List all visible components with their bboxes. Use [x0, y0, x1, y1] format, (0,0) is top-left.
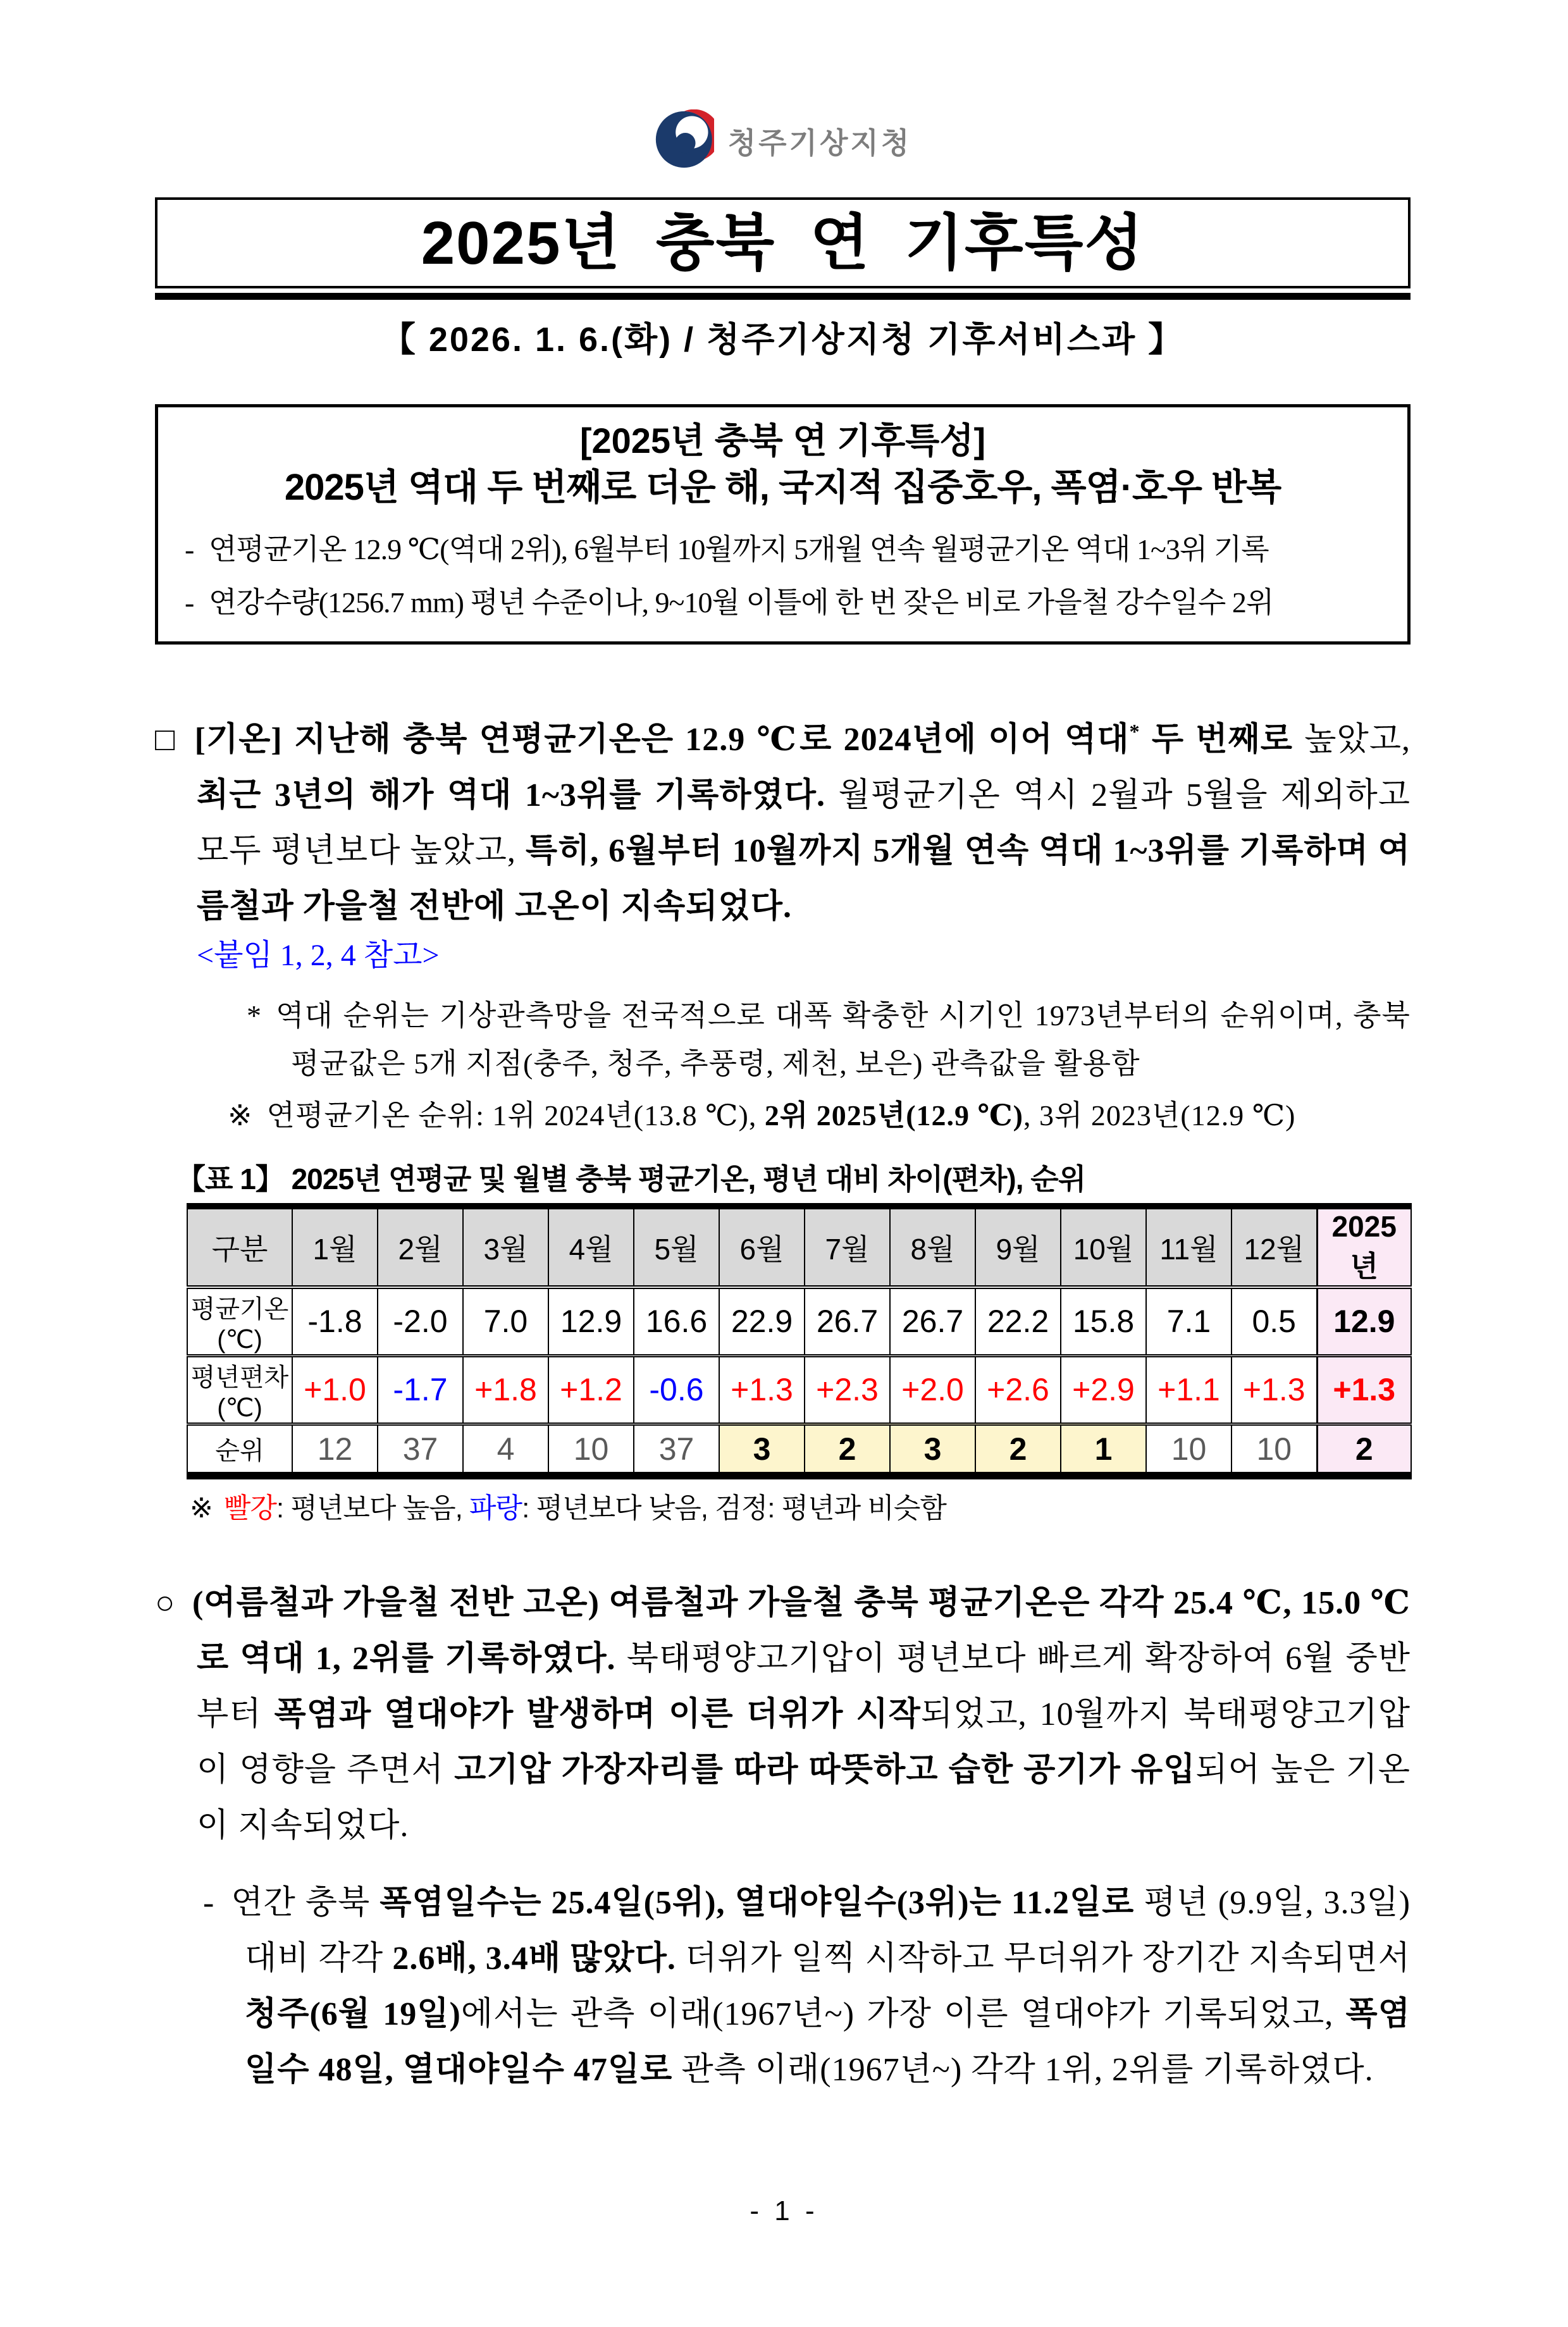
gov-emblem-icon [654, 109, 714, 173]
table-cell-year-total: +1.3 [1317, 1355, 1411, 1424]
reference-mark: ※ [190, 1493, 213, 1524]
summary-bullet-list [180, 528, 1386, 625]
table-header-cell: 8월 [890, 1206, 975, 1287]
table-cell: 10 [1232, 1424, 1317, 1476]
table-cell: -1.7 [378, 1355, 463, 1424]
table-row [187, 1355, 1411, 1424]
table-row [187, 1424, 1411, 1476]
row-label: 평년편차(℃) [187, 1355, 292, 1424]
table-cell: +2.6 [975, 1355, 1061, 1424]
bullet-dash-marker: - [185, 586, 194, 619]
table-header-cell: 11월 [1146, 1206, 1232, 1287]
text-segment: 폭염일수는 25.4일(5위), 열대야일수(3위)는 11.2일로 [380, 1885, 1135, 1922]
table-cell: 15.8 [1061, 1287, 1146, 1356]
page-title: 2025년 충북 연 기후특성 [421, 209, 1145, 277]
table-cell: +1.3 [719, 1355, 805, 1424]
square-marker: □ [155, 721, 178, 758]
table-header-cell: 7월 [805, 1206, 890, 1287]
footnote-rank-basis [247, 992, 1411, 1088]
text-segment: , 3위 2023년(12.9 ℃) [1023, 1099, 1296, 1132]
text-segment: 최근 3년의 해가 역대 1~3위를 기록하였다. [197, 777, 839, 813]
table-caption: 【표 1】 2025년 연평균 및 월별 충북 평균기온, 평년 대비 차이(편차), 순위 [176, 1162, 1086, 1195]
table-header-cell: 4월 [548, 1206, 634, 1287]
agency-logo-block [155, 111, 1411, 171]
text-segment: 빨강 [223, 1493, 276, 1524]
text-segment: 폭염과 열대야가 발생하며 이른 더위가 시작 [274, 1696, 921, 1733]
table-header-cell: 5월 [634, 1206, 719, 1287]
table-cell-year-total: 2 [1317, 1424, 1411, 1476]
text-segment: 여름철과 가을철 충북 평균기온은 각각 25.4 ℃, 15.0 ℃로 역대 1, 2위를 기록하였다. [197, 1585, 1411, 1677]
document-page [0, 111, 1568, 2327]
table-cell: +2.9 [1061, 1355, 1146, 1424]
row-label: 평균기온(℃) [187, 1287, 292, 1356]
table-cell: +1.8 [463, 1355, 548, 1424]
table-cell: 22.2 [975, 1287, 1061, 1356]
text-segment: 지난해 충북 연평균기온은 12.9 ℃로 2024년에 이어 역대 [294, 721, 1130, 758]
text-segment: 북태평양고기압이 평년보다 빠르게 확장하여 6월 중반부터 [197, 1641, 1411, 1733]
table-cell: +1.1 [1146, 1355, 1232, 1424]
text-segment: 에서는 관측 이래(1967년~) 가장 이른 열대야가 기록되었고, [460, 1996, 1346, 2033]
table-header-cell: 9월 [975, 1206, 1061, 1287]
table-cell: 12.9 [548, 1287, 634, 1356]
text-segment: 평년 (9.9일, 3.3일) 대비 각각 [245, 1885, 1411, 1977]
table-cell: +2.3 [805, 1355, 890, 1424]
page-number: - 1 - [750, 2195, 818, 2226]
table-cell: +1.3 [1232, 1355, 1317, 1424]
text-segment: 특히, 6월부터 10월까지 5개월 연속 역대 1~3위를 기록하며 여름철과 가을철 전반에 고온이 지속되었다. [197, 832, 1411, 925]
table-header-cell: 12월 [1232, 1206, 1317, 1287]
date-line: 【 2026. 1. 6.(화) / 청주기상지청 기후서비스과 】 [381, 320, 1185, 359]
text-segment: 연간 충북 [231, 1885, 380, 1922]
table-cell: 3 [890, 1424, 975, 1476]
text-segment: 폭염일수 48일, 열대야일수 47일로 [245, 1996, 1411, 2089]
summary-headline: 2025년 역대 두 번째로 더운 해, 국지적 집중호우, 폭염·호우 반복 [284, 466, 1281, 508]
paragraph-temperature [155, 704, 1411, 935]
table-cell: 12 [292, 1424, 378, 1476]
text-segment: 파랑 [469, 1493, 522, 1524]
paragraph-summer-autumn [155, 1576, 1411, 1854]
summary-bullet [180, 581, 1386, 625]
table-body [187, 1287, 1411, 1476]
table-cell: +1.0 [292, 1355, 378, 1424]
table-cell: +1.2 [548, 1355, 634, 1424]
color-legend [190, 1491, 1411, 1526]
table-cell: 2 [975, 1424, 1061, 1476]
table-head [187, 1206, 1411, 1287]
summary-subtitle: [2025년 충북 연 기후특성] [579, 420, 986, 460]
text-segment: 고기압 가장자리를 따라 따뜻하고 습한 공기가 유입 [454, 1752, 1196, 1789]
dash-marker: - [203, 1885, 215, 1922]
agency-name: 청주기상지청 [727, 126, 912, 159]
bullet-dash-marker: - [185, 533, 194, 565]
table-cell: 26.7 [890, 1287, 975, 1356]
text-segment: 관측 이래(1967년~) 각각 1위, 2위를 기록하였다. [672, 2052, 1374, 2089]
footnote-rank-basis-text: 역대 순위는 기상관측망을 전국적으로 대폭 확충한 시기인 1973년부터의 순위이며, 충북 평균값은 5개 지점(충주, 청주, 추풍령, 제천, 보은) 관측값을 활용함 [276, 999, 1411, 1080]
footnote-annual-rank [228, 1093, 1411, 1139]
table-cell: 10 [548, 1424, 634, 1476]
title-box [155, 197, 1411, 288]
table-cell: 10 [1146, 1424, 1232, 1476]
climate-table [187, 1203, 1412, 1480]
table-cell: 37 [634, 1424, 719, 1476]
asterisk-marker: * [247, 999, 262, 1032]
table-cell: 26.7 [805, 1287, 890, 1356]
table-cell: 1 [1061, 1424, 1146, 1476]
table-cell: 3 [719, 1424, 805, 1476]
table-cell: 2 [805, 1424, 890, 1476]
title-underline [155, 293, 1411, 300]
summary-box [155, 404, 1411, 645]
table-cell: -1.8 [292, 1287, 378, 1356]
text-segment: 두 번째로 [1140, 721, 1305, 758]
table-header-label: 구분 [187, 1206, 292, 1287]
paragraph-heatwave-text [231, 1885, 1411, 2088]
summary-bullet [180, 528, 1386, 572]
text-segment: (여름철과 가을철 전반 고온) [192, 1585, 609, 1622]
table-cell: -0.6 [634, 1355, 719, 1424]
summary-bullet-text: 연평균기온 12.9 ℃(역대 2위), 6월부터 10월까지 5개월 연속 월평균기온 역대 1~3위 기록 [209, 533, 1269, 565]
table-header-cell: 3월 [463, 1206, 548, 1287]
paragraph-summer-autumn-text [192, 1585, 1411, 1844]
text-segment: * [1129, 720, 1140, 743]
table-header-cell: 10월 [1061, 1206, 1146, 1287]
table-cell: -2.0 [378, 1287, 463, 1356]
table-cell: 7.0 [463, 1287, 548, 1356]
color-legend-text [224, 1493, 946, 1524]
attachment-note: <붙임 1, 2, 4 참고> [197, 938, 440, 972]
table-cell: +2.0 [890, 1355, 975, 1424]
text-segment: 월평균기온 역시 2월과 5월을 제외하고 모두 평년보다 높았고, [197, 777, 1411, 869]
table-cell: 4 [463, 1424, 548, 1476]
paragraph-temperature-text [195, 722, 1411, 925]
text-segment: 2.6배, 3.4배 많았다. [392, 1941, 676, 1977]
text-segment: : 평년보다 높음, [276, 1493, 470, 1524]
text-segment: 연평균기온 순위: 1위 2024년(13.8 ℃), [266, 1099, 765, 1132]
summary-bullet-text: 연강수량(1256.7 mm) 평년 수준이나, 9~10월 이틀에 한 번 잦은 비로 가을철 강수일수 2위 [209, 586, 1274, 619]
text-segment: 2위 2025년(12.9 ℃) [764, 1099, 1023, 1132]
text-segment: 더위가 일찍 시작하고 무더위가 장기간 지속되면서 [676, 1941, 1411, 1977]
table-header-cell: 2025년 [1317, 1206, 1411, 1287]
text-segment: 되어 높은 기온이 지속되었다. [197, 1752, 1411, 1844]
table-header-cell: 1월 [292, 1206, 378, 1287]
text-segment: 되었고, 10월까지 북태평양고기압이 영향을 주면서 [197, 1696, 1411, 1789]
footnote-annual-rank-text [267, 1099, 1296, 1132]
text-segment: : 평년보다 낮음, 검정: 평년과 비슷함 [522, 1493, 946, 1524]
paragraph-heatwave [203, 1875, 1411, 2098]
text-segment: [기온] [194, 721, 294, 758]
table-cell: 7.1 [1146, 1287, 1232, 1356]
table-cell: 0.5 [1232, 1287, 1317, 1356]
circle-marker: ○ [155, 1585, 176, 1622]
table-row [187, 1287, 1411, 1356]
table-cell: 37 [378, 1424, 463, 1476]
text-segment: 청주(6월 19일) [245, 1996, 461, 2033]
table-cell: 22.9 [719, 1287, 805, 1356]
table-header-cell: 2월 [378, 1206, 463, 1287]
text-segment: 높았고, [1304, 721, 1411, 758]
table-cell-year-total: 12.9 [1317, 1287, 1411, 1356]
table-header-cell: 6월 [719, 1206, 805, 1287]
row-label: 순위 [187, 1424, 292, 1476]
table-cell: 16.6 [634, 1287, 719, 1356]
reference-mark: ※ [228, 1099, 253, 1132]
